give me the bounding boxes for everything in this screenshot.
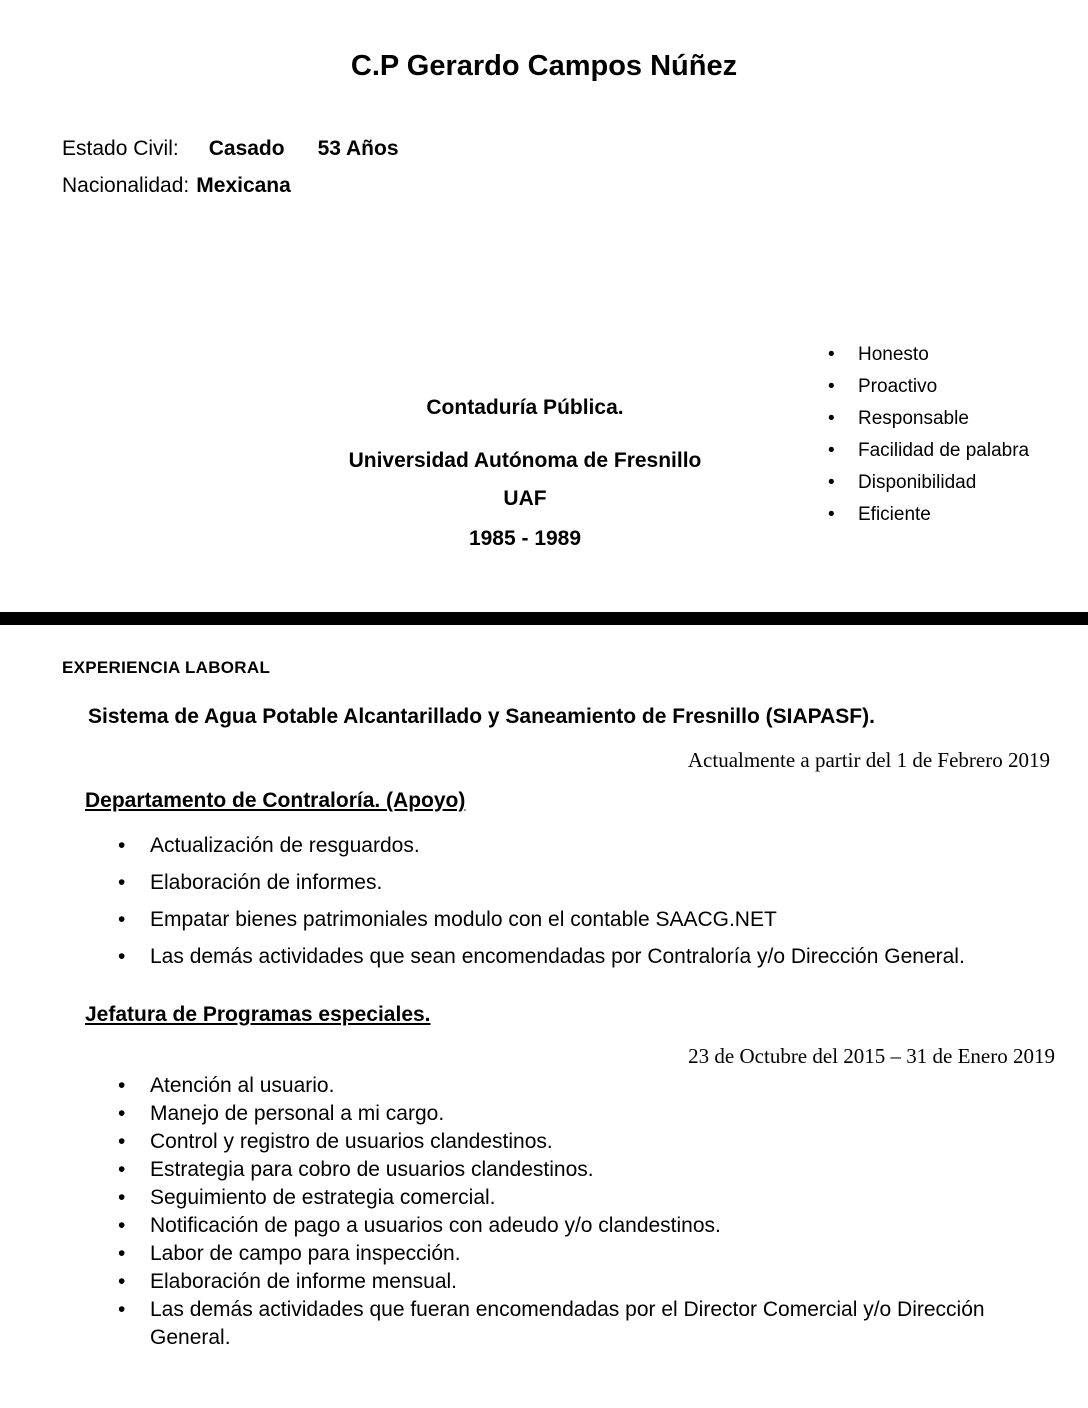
role-title-contraloria: Departamento de Contraloría. (Apoyo) <box>85 789 466 812</box>
task-text: Las demás actividades que sean encomendadas por Contraloría y/o Dirección General. <box>150 945 965 968</box>
task-text: Atención al usuario. <box>150 1074 335 1097</box>
list-item <box>118 907 998 932</box>
programas-period-text: 23 de Octubre del 2015 – 31 de Enero 2019 <box>688 1044 1055 1068</box>
list-item <box>118 833 998 858</box>
quality-text: Facilidad de palabra <box>858 440 1030 461</box>
list-item <box>828 376 1029 398</box>
list-item <box>118 1100 998 1128</box>
employer-name: Sistema de Agua Potable Alcantarillado y Saneamiento de Fresnillo (SIAPASF). <box>88 705 875 728</box>
quality-text: Proactivo <box>858 376 938 397</box>
quality-text: Responsable <box>858 408 969 429</box>
bullet-icon <box>118 1100 125 1128</box>
task-text: Seguimiento de estrategia comercial. <box>150 1186 496 1209</box>
quality-text: Disponibilidad <box>858 472 977 493</box>
task-text: Manejo de personal a mi cargo. <box>150 1102 445 1125</box>
experience-section-title: EXPERIENCIA LABORAL <box>62 658 271 677</box>
nacionalidad-label: Nacionalidad: <box>62 174 190 197</box>
list-item <box>118 944 998 969</box>
task-text: Empatar bienes patrimoniales modulo con el contable SAACG.NET <box>150 908 777 931</box>
task-text: Notificación de pago a usuarios con adeudo y/o clandestinos. <box>150 1214 721 1237</box>
bullet-icon <box>118 907 125 932</box>
nacionalidad-value: Mexicana <box>196 174 291 197</box>
list-item <box>118 1240 998 1268</box>
list-item <box>118 1212 998 1240</box>
list-item <box>118 1072 998 1100</box>
estado-civil-value: Casado <box>208 137 285 160</box>
bullet-icon <box>118 1156 125 1184</box>
list-item <box>118 870 998 895</box>
bullet-icon <box>828 376 835 398</box>
task-text: Las demás actividades que fueran encomendadas por el Director Comercial y/o Dirección General. <box>150 1298 985 1349</box>
contraloria-task-list <box>118 833 998 981</box>
bullet-icon <box>118 1240 125 1268</box>
quality-text: Honesto <box>858 344 929 365</box>
programas-task-list <box>118 1072 998 1352</box>
list-item <box>118 1296 998 1352</box>
education-block <box>0 396 1050 551</box>
list-item <box>118 1184 998 1212</box>
list-item <box>118 1156 998 1184</box>
role-title-programas: Jefatura de Programas especiales. <box>85 1003 431 1026</box>
bullet-icon <box>118 1296 125 1324</box>
task-text: Estrategia para cobro de usuarios clandestinos. <box>150 1158 594 1181</box>
person-name: C.P Gerardo Campos Núñez <box>350 50 738 82</box>
bullet-icon <box>118 1072 125 1100</box>
bullet-icon <box>118 870 125 895</box>
education-abbreviation: UAF <box>503 487 547 510</box>
section-divider <box>0 612 1088 625</box>
task-text: Elaboración de informe mensual. <box>150 1270 458 1293</box>
bullet-icon <box>118 833 125 858</box>
list-item <box>118 1128 998 1156</box>
bullet-icon <box>118 1184 125 1212</box>
education-university: Universidad Autónoma de Fresnillo <box>348 449 702 472</box>
task-text: Control y registro de usuarios clandestinos. <box>150 1130 553 1153</box>
bullet-icon <box>118 1128 125 1156</box>
list-item <box>118 1268 998 1296</box>
estado-civil-line <box>62 137 399 161</box>
bullet-icon <box>118 944 125 969</box>
bullet-icon <box>118 1212 125 1240</box>
bullet-icon <box>118 1268 125 1296</box>
education-years: 1985 - 1989 <box>468 527 582 550</box>
task-text: Labor de campo para inspección. <box>150 1242 461 1265</box>
education-degree: Contaduría Pública. <box>426 396 624 419</box>
list-item <box>828 344 1029 366</box>
current-period-text: Actualmente a partir del 1 de Febrero 2019 <box>687 748 1050 772</box>
estado-civil-label: Estado Civil: <box>62 137 179 160</box>
nacionalidad-line <box>62 174 291 198</box>
bullet-icon <box>828 344 835 366</box>
task-text: Actualización de resguardos. <box>150 834 420 857</box>
task-text: Elaboración de informes. <box>150 871 383 894</box>
age-value: 53 Años <box>317 137 399 160</box>
quality-text: Eficiente <box>858 504 931 525</box>
